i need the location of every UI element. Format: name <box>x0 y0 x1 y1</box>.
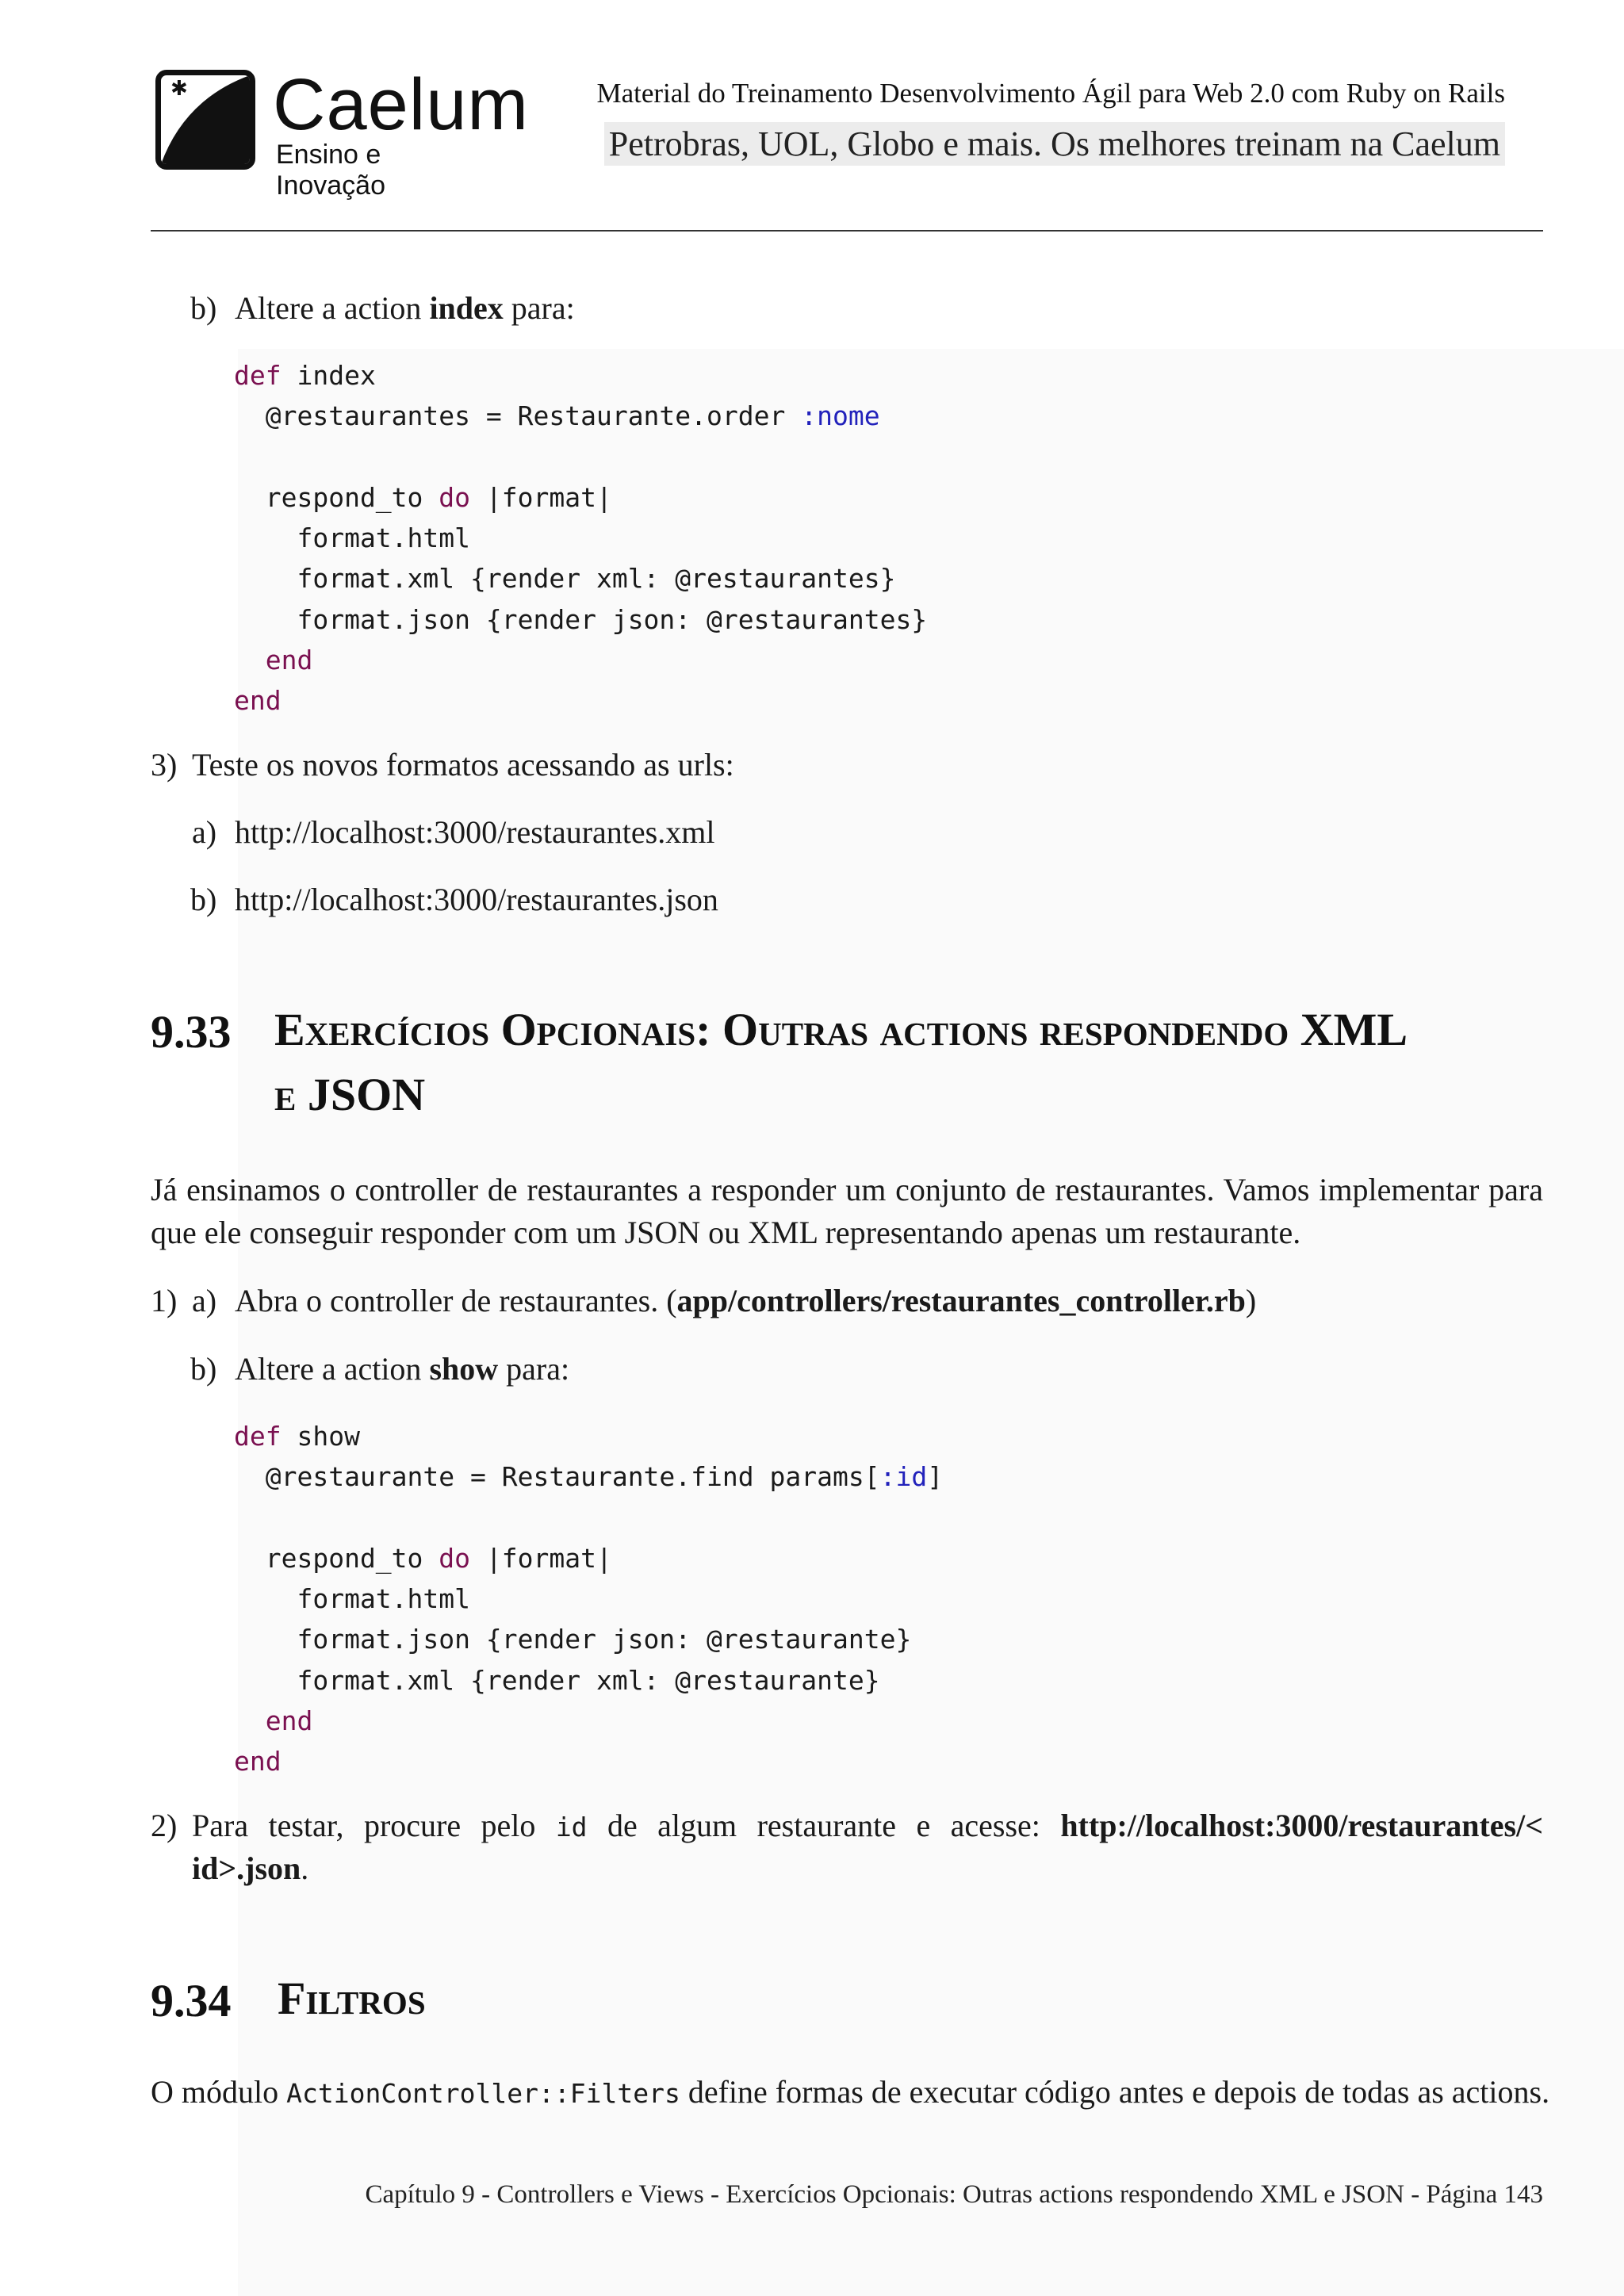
list-label: b) <box>190 290 217 326</box>
logo-tagline: Ensino e Inovação <box>276 140 385 201</box>
list-label: 2) <box>151 1808 178 1843</box>
text-segment: O módulo <box>151 2074 287 2110</box>
inline-code: id <box>555 1812 588 1843</box>
code-line-blank <box>234 437 927 477</box>
star-icon: ✱ <box>170 77 188 101</box>
list-item-text: Teste os novos formatos acessando as urls: <box>192 747 734 783</box>
text-segment: de algum restaurante e acesse: <box>587 1808 1061 1843</box>
list-label: b) <box>190 1351 217 1387</box>
code-keyword: def <box>234 1421 282 1452</box>
caelum-logo <box>155 64 530 201</box>
text-segment: . <box>301 1850 309 1886</box>
code-text: ] <box>927 1461 944 1493</box>
logo-swoosh-icon <box>161 75 250 164</box>
code-line-blank <box>234 1498 943 1538</box>
code-text: |format| <box>470 481 612 513</box>
code-line <box>234 355 927 396</box>
text-segment: Para testar, procure pelo <box>192 1808 556 1843</box>
code-keyword: do <box>439 1542 471 1574</box>
code-line <box>234 477 927 518</box>
text-segment: para: <box>503 290 575 326</box>
code-line <box>234 396 927 436</box>
code-text: @restaurantes = Restaurante.order <box>234 400 802 432</box>
list-label: 1) <box>151 1283 178 1318</box>
code-line: format.html <box>234 522 471 554</box>
list-label: a) <box>192 1283 217 1318</box>
header-divider <box>151 230 1543 232</box>
file-path: app/controllers/restaurantes_controller.rb <box>676 1283 1246 1318</box>
code-line <box>234 1741 943 1781</box>
code-text: |format| <box>470 1542 612 1574</box>
code-block-show <box>234 1416 943 1782</box>
intro-paragraph: Já ensinamos o controller de restaurantes a responder um conjunto de restaurantes. Vamos implementar para que ele conseguir responder com um JSON ou XML representando apenas um restaurante. <box>151 1172 1543 1250</box>
code-keyword: end <box>265 1705 313 1737</box>
section-number: 9.34 <box>151 1975 232 2026</box>
code-keyword: def <box>234 360 282 391</box>
page-footer: Capítulo 9 - Controllers e Views - Exercícios Opcionais: Outras actions respondendo XML e JSON - Página 143 <box>365 2180 1543 2209</box>
code-line: format.json {render json: @restaurante} <box>234 1624 912 1655</box>
section-title: Filtros <box>278 1973 426 2024</box>
text-segment: para: <box>498 1351 570 1387</box>
header-material-title: Material do Treinamento Desenvolvimento Ágil para Web 2.0 com Ruby on Rails <box>596 78 1505 109</box>
code-line: format.json {render json: @restaurantes} <box>234 603 928 635</box>
code-line <box>234 640 927 680</box>
url-bold: id>.json <box>192 1850 301 1886</box>
list-label: 3) <box>151 747 178 783</box>
code-line <box>234 1456 943 1497</box>
code-keyword: end <box>234 1746 282 1777</box>
code-line <box>234 680 927 721</box>
code-text: index <box>281 360 376 391</box>
list-label: b) <box>190 882 217 917</box>
code-line: format.xml {render xml: @restaurantes} <box>234 563 896 595</box>
list-item-text-continued <box>192 1847 308 1890</box>
code-text: @restaurante = Restaurante.find params[ <box>234 1461 880 1493</box>
filters-paragraph <box>151 2071 1549 2115</box>
code-line <box>234 1416 943 1456</box>
text-segment: Abra o controller de restaurantes. ( <box>235 1283 677 1318</box>
list-item-text <box>235 287 575 330</box>
section-title-line: e JSON <box>274 1069 426 1120</box>
code-keyword: end <box>265 645 313 676</box>
code-keyword: end <box>234 685 282 717</box>
text-segment: define formas de executar código antes e depois de todas as actions. <box>680 2074 1550 2110</box>
bold-segment: show <box>429 1351 499 1387</box>
section-title-line: Exercícios Opcionais: Outras actions respondendo XML <box>274 1004 1408 1055</box>
url-text: http://localhost:3000/restaurantes.json <box>235 882 718 917</box>
header-slogan: Petrobras, UOL, Globo e mais. Os melhores treinam na Caelum <box>604 122 1505 166</box>
url-text: http://localhost:3000/restaurantes.xml <box>235 814 715 850</box>
logo-mark <box>155 70 255 170</box>
code-line <box>234 1701 943 1741</box>
text-segment: ) <box>1245 1283 1257 1318</box>
list-item-text <box>235 1348 569 1391</box>
code-indent <box>234 1705 266 1736</box>
code-keyword: do <box>439 481 471 513</box>
logo-name: Caelum <box>273 64 530 145</box>
code-symbol: :nome <box>801 400 880 432</box>
list-item-text <box>192 1804 1543 1849</box>
section-number: 9.33 <box>151 1006 232 1058</box>
list-item-text <box>235 1280 1256 1322</box>
code-line <box>234 1538 943 1578</box>
code-text: show <box>281 1421 360 1452</box>
code-indent <box>234 645 266 675</box>
inline-code: ActionController::Filters <box>286 2078 680 2109</box>
code-text: respond_to <box>234 1542 439 1574</box>
code-symbol: :id <box>879 1461 928 1493</box>
code-text: respond_to <box>234 481 439 513</box>
url-bold: http://localhost:3000/restaurantes/< <box>1060 1808 1544 1843</box>
list-label: a) <box>192 814 217 850</box>
text-segment: Altere a action <box>235 290 430 326</box>
code-line: format.html <box>234 1583 471 1615</box>
code-block-index <box>234 355 927 721</box>
bold-segment: index <box>429 290 504 326</box>
text-segment: Altere a action <box>235 1351 430 1387</box>
code-line: format.xml {render xml: @restaurante} <box>234 1664 880 1696</box>
section-title <box>274 997 1551 1127</box>
